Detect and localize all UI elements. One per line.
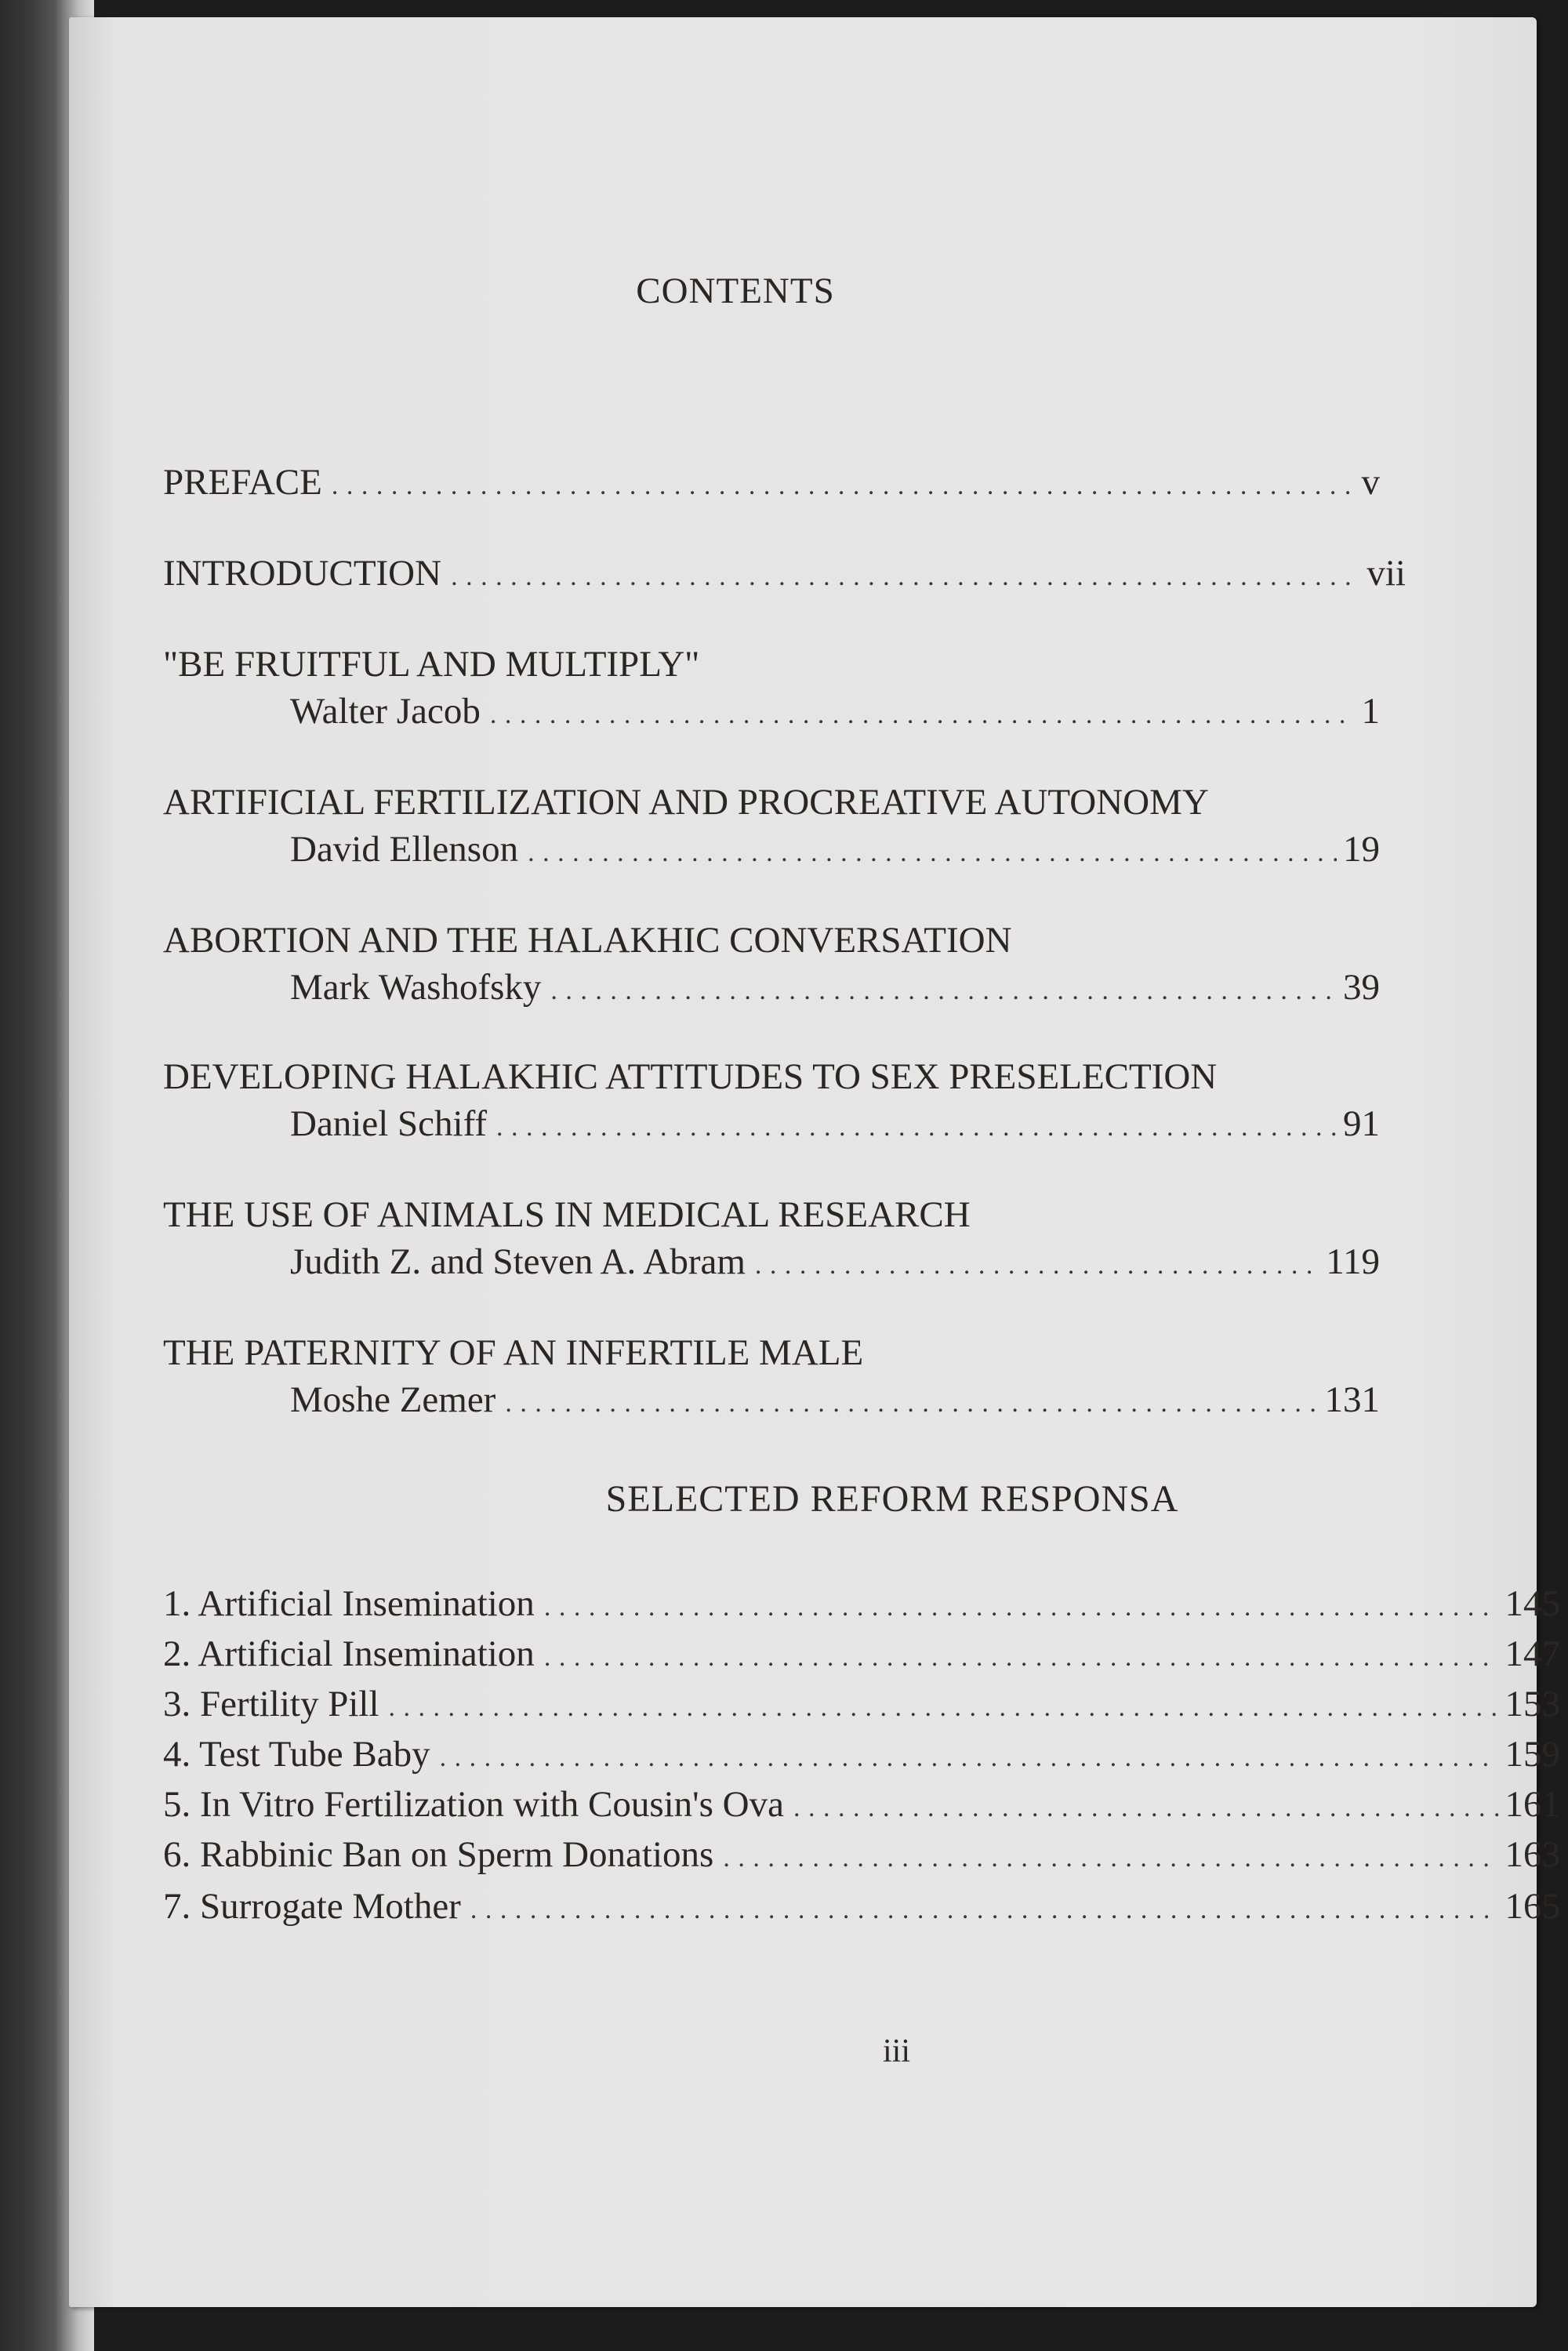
responsum-label: 4. Test Tube Baby [163, 1734, 430, 1775]
essay-author: Mark Washofsky [290, 967, 542, 1008]
essay-title: THE PATERNITY OF AN INFERTILE MALE [163, 1332, 864, 1373]
toc-page-number: 145 [1504, 1583, 1560, 1624]
leader-dots [755, 1251, 1319, 1281]
toc-page-number: 91 [1343, 1103, 1380, 1144]
toc-entry-preface [163, 461, 1380, 503]
responsum-entry [163, 1683, 1560, 1725]
essay-title: ARTIFICIAL FERTILIZATION AND PROCREATIVE AUTONOMY [163, 782, 1209, 823]
leader-dots [332, 471, 1356, 501]
essay-author: Daniel Schiff [290, 1103, 488, 1144]
essay-author: David Ellenson [290, 829, 519, 870]
responsum-label: 1. Artificial Insemination [163, 1583, 535, 1624]
leader-dots [490, 700, 1356, 730]
leader-dots [440, 1743, 1499, 1773]
responsum-label: 6. Rabbinic Ban on Sperm Donations [163, 1834, 714, 1875]
toc-page-number: 131 [1324, 1379, 1380, 1420]
book-page [69, 17, 1560, 2307]
essay-author: Walter Jacob [290, 691, 481, 732]
essay-author: Judith Z. and Steven A. Abram [290, 1241, 746, 1282]
essay-title: THE USE OF ANIMALS IN MEDICAL RESEARCH [163, 1194, 971, 1235]
essay-author-line [290, 828, 1380, 870]
responsum-label: 3. Fertility Pill [163, 1684, 379, 1724]
toc-page-number: 39 [1343, 967, 1380, 1008]
section-title: SELECTED REFORM RESPONSA [605, 1478, 1179, 1520]
essay-author-line [290, 690, 1380, 732]
essay-title: DEVELOPING HALAKHIC ATTITUDES TO SEX PRESELECTION [163, 1056, 1218, 1097]
leader-dots [544, 1593, 1499, 1622]
leader-dots [793, 1793, 1499, 1823]
toc-page-number: 161 [1504, 1784, 1560, 1825]
toc-page-number: v [1361, 462, 1380, 503]
responsum-entry [163, 1783, 1560, 1826]
toc-page-number: 163 [1504, 1834, 1560, 1875]
responsum-entry [163, 1633, 1560, 1675]
leader-dots [550, 976, 1337, 1006]
responsum-label: 7. Surrogate Mother [163, 1886, 461, 1927]
essay-author-line [290, 1241, 1380, 1283]
responsum-label: 2. Artificial Insemination [163, 1633, 535, 1674]
toc-page-number: 119 [1326, 1241, 1380, 1282]
essay-author: Moshe Zemer [290, 1379, 496, 1420]
responsum-entry [163, 1833, 1560, 1876]
leader-dots [544, 1643, 1499, 1673]
leader-dots [505, 1389, 1318, 1419]
essay-author-line [290, 966, 1380, 1008]
leader-dots [389, 1693, 1499, 1723]
essay-author-line [290, 1379, 1380, 1421]
toc-page-number: 147 [1504, 1633, 1560, 1674]
essay-title: "BE FRUITFUL AND MULTIPLY" [163, 644, 700, 685]
leader-dots [451, 562, 1360, 592]
toc-entry-label: INTRODUCTION [163, 553, 442, 594]
toc-page-number: 165 [1504, 1886, 1560, 1927]
essay-title: ABORTION AND THE HALAKHIC CONVERSATION [163, 920, 1012, 961]
responsum-label: 5. In Vitro Fertilization with Cousin's Ova [163, 1784, 784, 1825]
toc-entry-label: PREFACE [163, 462, 322, 503]
responsum-entry [163, 1733, 1560, 1775]
toc-page-number: 1 [1361, 691, 1380, 732]
responsum-entry [163, 1885, 1560, 1928]
essay-author-line [290, 1103, 1380, 1145]
leader-dots [496, 1113, 1337, 1143]
leader-dots [528, 838, 1337, 868]
toc-page-number: 19 [1343, 829, 1380, 870]
toc-page-number: vii [1367, 553, 1406, 594]
leader-dots [470, 1895, 1499, 1925]
toc-page-number: 159 [1504, 1734, 1560, 1775]
responsum-entry [163, 1582, 1560, 1625]
toc-page-number: 153 [1504, 1684, 1560, 1724]
leader-dots [723, 1844, 1498, 1873]
contents-title: CONTENTS [636, 271, 835, 311]
toc-entry-introduction [163, 552, 1406, 594]
page-folio: iii [883, 2033, 911, 2069]
